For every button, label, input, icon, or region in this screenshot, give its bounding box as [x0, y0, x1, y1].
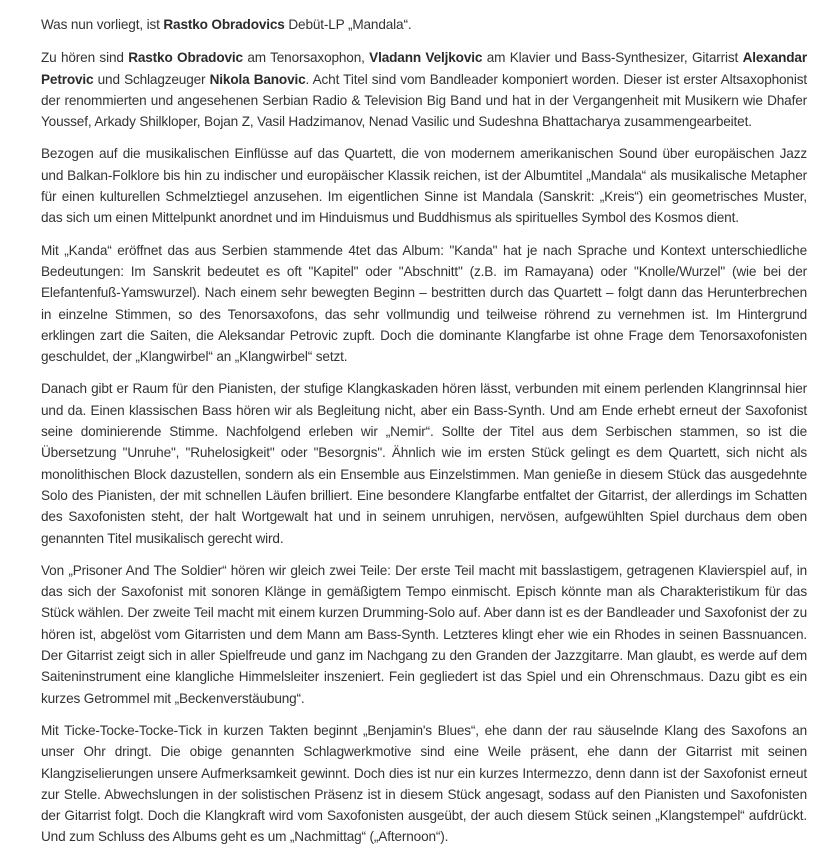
text: Bezogen auf die musikalischen Einflüsse auf das Quartett, die von modernem amerikanischen Sound über europäischen Jazz und Balkan-Folklore bis hin zu indischer und europäischer Klassik reichen, ist der Albumtitel „Mandala“ als musikalische Metapher für einen kulturellen Schmelztiegel anzusehen. Im eigentlichen Sinne ist Mandala (Sanskrit: „Kreis“) ein geometrisches Muster, das sich um einen Mittelpunkt anordnet und im Hinduismus und Buddhismus als spirituelles Symbol des Kosmos dient.	[41, 146, 807, 226]
text: . Acht Titel sind vom Bandleader komponiert worden. Dieser ist erster Altsaxophonist der renommierten und angesehenen Serbian Radio & Television Big Band und hat in der Vergangenheit mit Musikern wie Dhafer Youssef, Arkady Shilkloper, Bojan Z, Vasil Hadzimanov, Nenad Vasilic und Sudeshna Bhattacharya zusammengearbeitet.	[41, 71, 807, 130]
musician-name: Nikola Banovic	[209, 71, 306, 87]
musician-name: Vladann Veljkovic	[369, 50, 483, 66]
text: Mit „Kanda“ eröffnet das aus Serbien stammende 4tet das Album: "Kanda" hat je nach Sprache und Kontext unterschiedliche Bedeutungen: Im Sanskrit bedeutet es oft "Kapitel" oder "Abschnitt" (z.B. im Ramayana) oder "Knolle/Wurzel" (wie bei der Elefantenfuß-Yamswurzel). Nach einem sehr bewegten Beginn – bestritten durch das Quartett – folgt dann das Herunterbrechen in einzelne Stimmen, so des Tenorsaxofons, das sehr vollmundig und teilweise röhrend zu vernehmen ist. Im Hintergrund erklingen zart die Saiten, die Aleksandar Petrovic zupft. Doch die dominante Klangfarbe ist ohne Frage dem Tenorsaxofonisten geschuldet, der „Klangwirbel“ an „Klangwirbel“ setzt.	[41, 242, 807, 365]
paragraph-kanda	[41, 240, 807, 368]
paragraph-prisoner	[41, 560, 807, 709]
article-body	[41, 14, 807, 859]
text: Danach gibt er Raum für den Pianisten, der stufige Klangkaskaden hören lässt, verbunden mit einem perlenden Klangrinnsal hier und da. Einen klassischen Bass hören wir als Begleitung nicht, aber ein Bass-Synth. Und am Ende erhebt erneut der Saxofonist seine dominierende Stimme. Nachfolgend erleben wir „Nemir“. Sollte der Titel aus dem Serbischen stammen, so ist die Übersetzung "Unruhe", "Ruhelosigkeit" oder "Besorgnis". Ähnlich wie im ersten Stück gelingt es dem Quartett, sich nicht als monolithischen Block dazustellen, sondern als ein Ensemble aus Einzelstimmen. Man genieße in diesem Stück das ausgedehnte Solo des Pianisten, der mit schnellen Läufen brilliert. Eine besondere Klangfarbe entfaltet der Gitarrist, der allerdings im Schatten des Saxofonisten steht, der halt Wortgewalt hat und in seinem unruhigen, nervösen, aufgewühlten Spiel durchaus dem oben genannten Titel musikalisch gerecht wird.	[41, 381, 807, 546]
musician-name: Alexandar Petrovic	[41, 50, 807, 87]
paragraph-intro	[41, 14, 807, 35]
artist-name: Rastko Obradovics	[163, 17, 285, 32]
text: Von „Prisoner And The Soldier“ hören wir gleich zwei Teile: Der erste Teil macht mit basslastigem, getragenen Klavierspiel auf, in das sich der Saxofonist mit sonoren Klänge in gemäßigtem Tempo einmischt. Episch könnte man als Charakteristikum für das Stück wählen. Der zweite Teil macht mit einem kurzen Drumming-Solo auf. Aber dann ist es der Bandleader und Saxofonist der zu hören ist, abgelöst vom Gitarristen und dem Mann am Bass-Synth. Letzteres klingt eher wie ein Rhodes in seinen Bassnuancen. Der Gitarrist zeigt sich in aller Spielfreude und ganz im Nachgang zu den Granden der Jazzgitarre. Man glaubt, es werde auf dem Saiteninstrument eine klangliche Himmelsleiter inszeniert. Fein gegliedert ist das Spiel und ein Ohrenschmaus. Dazu gibt es ein kurzes Getrommel mit „Beckenverstäubung“.	[41, 562, 807, 706]
paragraph-lineup	[41, 47, 807, 132]
paragraph-nemir	[41, 378, 807, 548]
text: am Klavier und Bass-Synthesizer, Gitarrist	[482, 50, 743, 66]
text: am Tenorsaxophon,	[242, 50, 370, 66]
text: Zu hören sind	[41, 50, 129, 66]
text: und Schlagzeuger	[93, 71, 210, 87]
musician-name: Rastko Obradovic	[128, 50, 243, 66]
paragraph-influences	[41, 143, 807, 228]
text: Was nun vorliegt, ist	[41, 17, 164, 32]
paragraph-benjamin	[41, 720, 807, 848]
text: Debüt-LP „Mandala“.	[284, 17, 412, 32]
text: Mit Ticke-Tocke-Tocke-Tick in kurzen Takten beginnt „Benjamin's Blues“, ehe dann der rau säuselnde Klang des Saxofons an unser Ohr dringt. Die obige genannten Schlagwerkmotive sind eine Weile präsent, ehe dann der Gitarrist mit seinen Klangziselierungen unsere Aufmerksamkeit gewinnt. Doch dies ist nur ein kurzes Intermezzo, denn dann ist der Saxofonist erneut zur Stelle. Abwechslungen in der solistischen Präsenz ist in diesem Stück angesagt, sodass auf den Pianisten und Saxofonisten der Gitarrist folgt. Doch die Klangkraft wird vom Saxofonisten ausgeübt, der auch diesem Stück seinen „Klangstempel“ aufdrückt. Und zum Schluss des Albums geht es um „Nachmittag“ („Afternoon“).	[41, 722, 807, 845]
